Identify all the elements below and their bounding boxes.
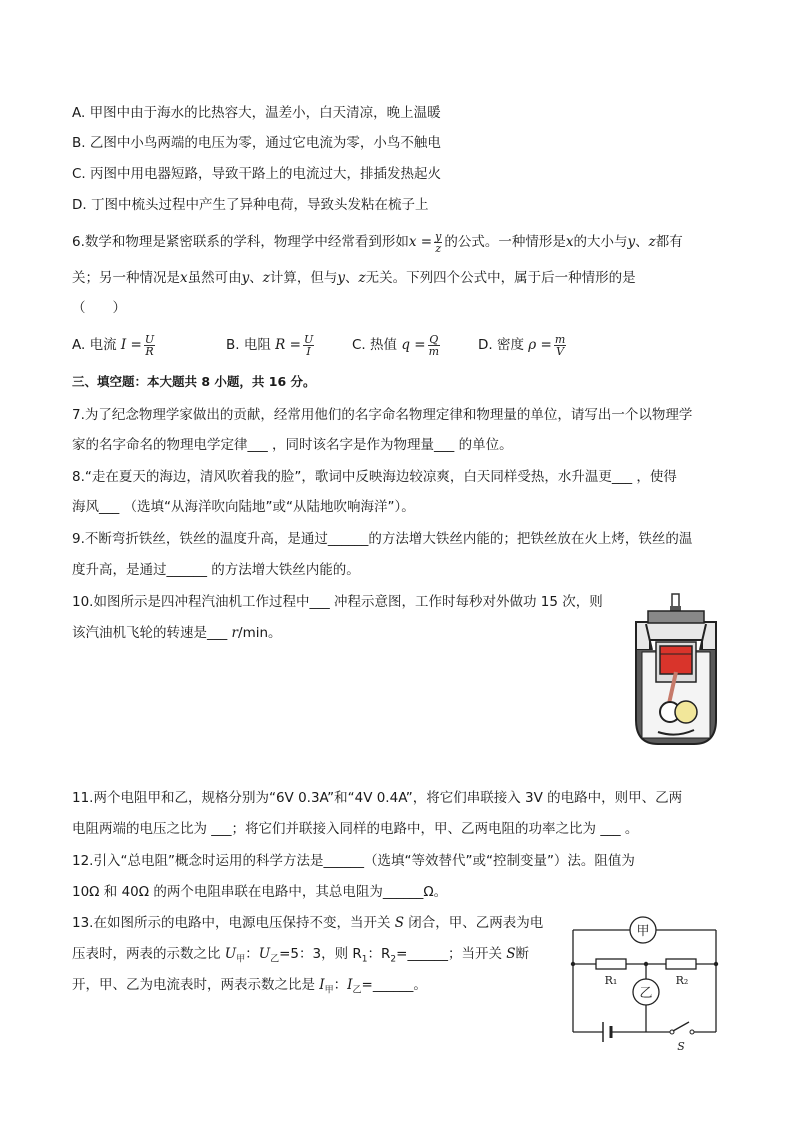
switch-label: S: [677, 1040, 685, 1053]
q6-fraction: $\frac{y}{z}$: [435, 229, 442, 255]
q13-line-3: 开，甲、乙为电流表时，两表示数之比是 $I_甲$：$I_乙=\_\_\_\_\_\_$。: [72, 977, 427, 996]
q8-line-1: 8.“走在夏天的海边，清风吹着我的脸”，歌词中反映海边较凉爽，白天同样受热，水升温更___ ，使得: [72, 469, 677, 485]
meter-jia-label: 甲: [636, 924, 650, 939]
meter-yi-label: 乙: [639, 986, 653, 1001]
resistor-r1-label: R₁: [604, 974, 618, 987]
engine-diagram: [628, 592, 724, 752]
q5-option-a: A. 甲图中由于海水的比热容大，温差小，白天清凉，晚上温暖: [72, 105, 441, 121]
q6-option-b: B. 电阻 R = $\frac{U}{I}$: [226, 332, 314, 358]
q13-line-2: 压表时，两表的示数之比 $U_甲$：$U_乙=5$：3，则 $R_1$：$R_2=\_\_\_\_\_\_$；当开关 S断: [72, 946, 529, 965]
q12-line-1: 12.引入“总电阻”概念时运用的科学方法是______（选填“等效替代”或“控制变量”）法。阻值为: [72, 853, 635, 869]
resistor-r2-label: R₂: [675, 974, 689, 987]
q6-line-2: 关；另一种情况是x虽然可由y、z计算，但与y、z无关。下列四个公式中，属于后一种情形的是: [72, 270, 636, 286]
q6-option-c: C. 热值 q = $\frac{Q}{m}$: [352, 332, 439, 358]
q11-line-2: 电阻两端的电压之比为 ___；将它们并联接入同样的电路中，甲、乙两电阻的功率之比为 ___ 。: [72, 821, 639, 837]
q7-line-1: 7.为了纪念物理学家做出的贡献，经常用他们的名字命名物理定律和物理量的单位，请写出一个以物理学: [72, 407, 693, 423]
q11-line-1: 11.两个电阻甲和乙，规格分别为“6V 0.3A”和“4V 0.4A”，将它们串联接入 3V 的电路中，则甲、乙两: [72, 790, 683, 806]
circuit-diagram: [568, 912, 724, 1054]
q8-line-2: 海风___ （选填“从海洋吹向陆地”或“从陆地吹响海洋”）。: [72, 499, 415, 515]
q10-line-2: 该汽油机飞轮的转速是___ r/min。: [72, 625, 282, 641]
q9-line-2: 度升高，是通过______ 的方法增大铁丝内能的。: [72, 562, 360, 578]
q6-option-a: A. 电流 I = $\frac{U}{R}$: [72, 332, 155, 358]
q9-line-1: 9.不断弯折铁丝，铁丝的温度升高，是通过______的方法增大铁丝内能的；把铁丝放在火上烤，铁丝的温: [72, 531, 693, 547]
q5-option-d: D. 丁图中梳头过程中产生了异种电荷，导致头发粘在梳子上: [72, 197, 429, 213]
q13-line-1: 13.在如图所示的电路中，电源电压保持不变，当开关 S 闭合，甲、乙两表为电: [72, 915, 544, 931]
piston: [660, 646, 692, 674]
resistor-r2: [666, 959, 696, 969]
q12-line-2: 10Ω 和 40Ω 的两个电阻串联在电路中，其总电阻为______Ω。: [72, 884, 448, 900]
q6-line-1: 6.数学和物理是紧密联系的学科，物理学中经常看到形如x = $\frac{y}{z}$ 的公式。一种情形是x的大小与y、z都有: [72, 229, 683, 255]
spark-plug-icon: [672, 594, 679, 608]
q10-line-1: 10.如图所示是四冲程汽油机工作过程中___ 冲程示意图，工作时每秒对外做功 15 次，则: [72, 594, 603, 610]
section-3-heading: 三、填空题：本大题共 8 小题，共 16 分。: [72, 374, 316, 389]
resistor-r1: [596, 959, 626, 969]
q7-line-2: 家的名字命名的物理电学定律___ ，同时该名字是作为物理量___ 的单位。: [72, 437, 513, 453]
q6-option-d: D. 密度 ρ = $\frac{m}{V}$: [478, 332, 566, 358]
q5-option-b: B. 乙图中小鸟两端的电压为零，通过它电流为零，小鸟不触电: [72, 135, 441, 151]
q6-answer-paren: （ ）: [72, 300, 126, 316]
q5-option-c: C. 丙图中用电器短路，导致干路上的电流过大，排插发热起火: [72, 166, 442, 182]
